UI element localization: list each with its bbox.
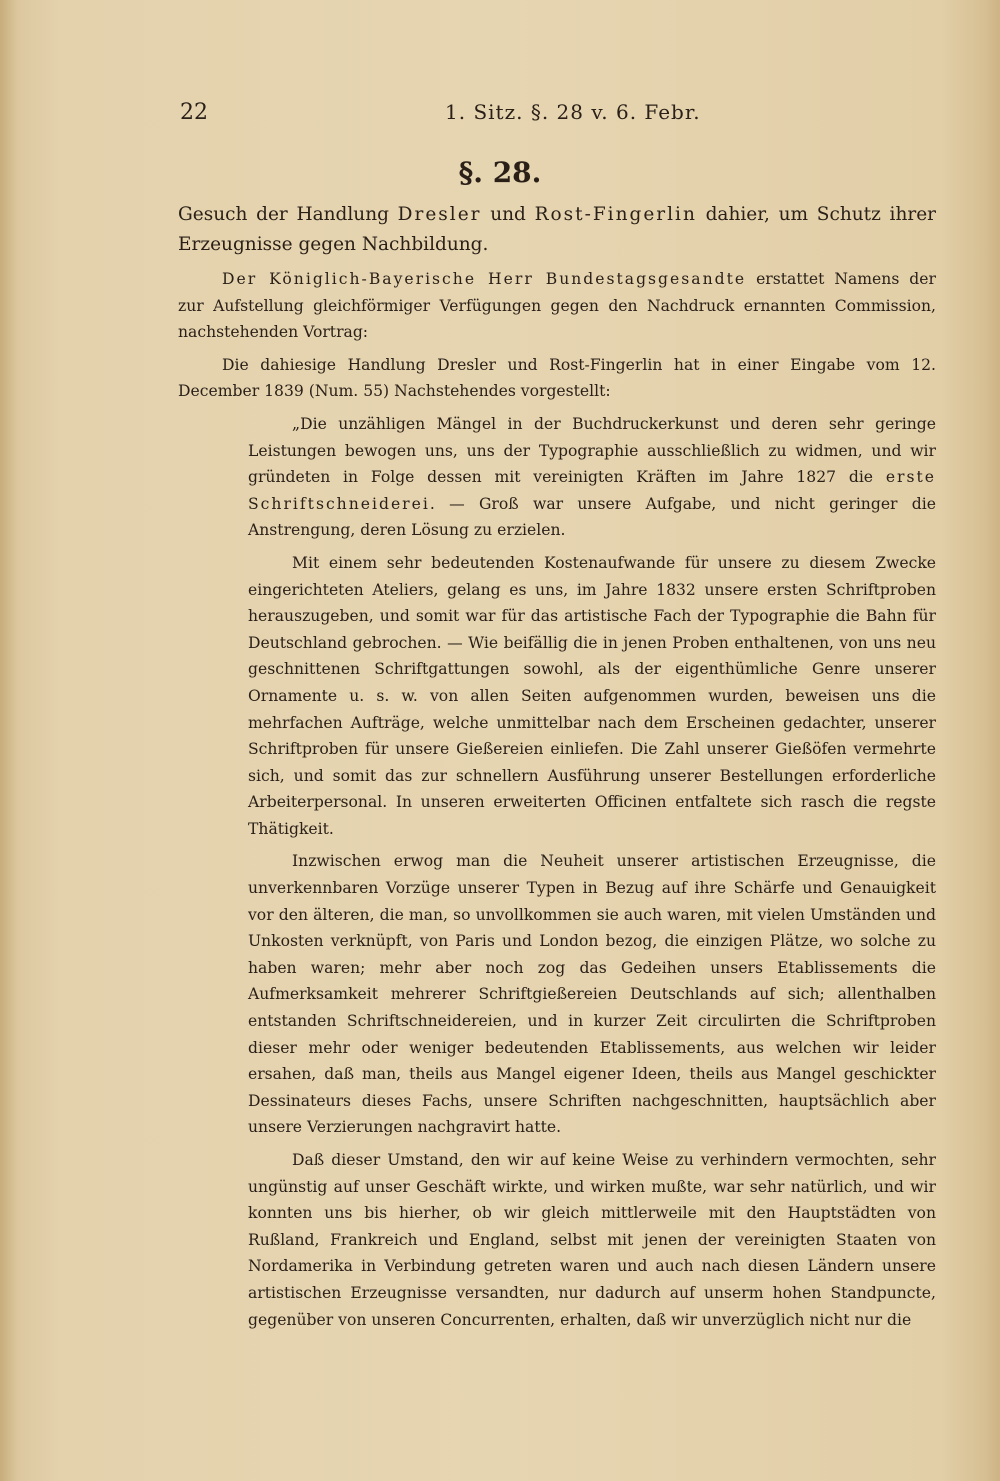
quote-paragraph-4: Daß dieser Umstand, den wir auf keine Weise zu verhindern vermochten, sehr ungünstig auf unser Geschäft wirkte, und wirken mußte, war sehr natürlich, und wir konnten uns bis hierher, ob wir gleich mittlerweile mit den Hauptstädten von Rußland, Frankreich und England, selbst mit jenen der vereinigten Staaten von Nordamerika in Verbindung getreten waren und auch nach diesen Ländern unsere artistischen Erzeugnisse versandten, nur dadurch auf unserm hohen Standpuncte, gegenüber von unseren Concurrenten, erhalten, daß wir unverzüglich nicht nur die [248, 1151, 936, 1329]
report-opening-paragraph: Die dahiesige Handlung Dresler und Rost-Fingerlin hat in einer Eingabe vom 12. December 1839 (Num. 55) Nachstehendes vorgestellt: [178, 355, 936, 401]
page-header [180, 100, 940, 136]
section-heading: §. 28. [458, 156, 542, 189]
intro-paragraph [178, 266, 936, 346]
running-head: 1. Sitz. §. 28 v. 6. Febr. [445, 100, 701, 124]
firm-name-dresler: Dresler [397, 204, 482, 225]
quote-text: . — Groß war unsere Aufgabe, und nicht geringer die Anstrengung, deren Lösung zu erzielen. [248, 494, 936, 540]
title-text: und [481, 204, 535, 225]
intro-text: erstattet Namens der zur Aufstellung gleichförmiger Verfügungen gegen den Nachdruck ernannten Commission, nachstehenden Vortrag: [178, 270, 936, 342]
firm-name-rost-fingerlin: Rost-Fingerlin [534, 204, 697, 225]
quote-paragraph-1 [248, 411, 936, 544]
body-text [178, 200, 936, 1333]
quote-text: „Die unzähligen Mängel in der Buchdruckerkunst und deren sehr geringe Leistungen bewogen uns, uns der Typographie ausschließlich zu widmen, und wir gründeten in Folge dessen mit vereinigten Kräften im Jahre 1827 die [248, 414, 936, 487]
envoy-title: Der Königlich-Bayerische Herr Bundestagsgesandte [222, 270, 747, 288]
title-text: dahier, um Schutz ihrer Erzeugnisse gegen Nachbildung. [178, 204, 936, 255]
title-text: Gesuch der Handlung [178, 204, 398, 225]
page-number: 22 [180, 100, 208, 125]
emphasis-first-type-foundry: erste Schriftschneiderei [248, 468, 936, 513]
quote-paragraph-3: Inzwischen erwog man die Neuheit unserer artistischen Erzeugnisse, die unverkennbaren Vorzüge unserer Typen in Bezug auf ihre Schärfe und Genauigkeit vor den älteren, die man, so unvollkommen sie auch waren, mit vielen Umständen und Unkosten verknüpft, von Paris und London bezog, die einzigen Plätze, wo solche zu haben waren; mehr aber noch zog das Gedeihen unsers Etablissements die Aufmerksamkeit mehrerer Schriftgießereien Deutschlands auf sich; allenthalben entstanden Schriftschneidereien, und in kurzer Zeit circulirten die Schriftproben dieser mehr oder weniger bedeutenden Etablissements, aus welchen wir leider ersahen, daß man, theils aus Mangel eigener Ideen, theils aus Mangel geschickter Dessinateurs dieses Fachs, unsere Schriften nachgeschnitten, hauptsächlich aber unsere Verzierungen nachgravirt hatte. [248, 852, 936, 1137]
section-title [178, 200, 936, 260]
quote-paragraph-2: Mit einem sehr bedeutenden Kostenaufwande für unsere zu diesem Zwecke eingerichteten Ateliers, gelang es uns, im Jahre 1832 unsere ersten Schriftproben herauszugeben, und somit war für das artistische Fach der Typographie die Bahn für Deutschland gebrochen. — Wie beifällig die in jenen Proben enthaltenen, von uns neu geschnittenen Schriftgattungen sowohl, als der eigenthümliche Genre unserer Ornamente u. s. w. von allen Seiten aufgenommen wurden, beweisen uns die mehrfachen Aufträge, welche unmittelbar nach dem Erscheinen gedachter, unserer Schriftproben für unsere Gießereien einliefen. Die Zahl unserer Gießöfen vermehrte sich, und somit das zur schnellern Ausführung unserer Bestellungen erforderliche Arbeiterpersonal. In unseren erweiterten Officinen entfaltete sich rasch die regste Thätigkeit. [248, 553, 936, 838]
